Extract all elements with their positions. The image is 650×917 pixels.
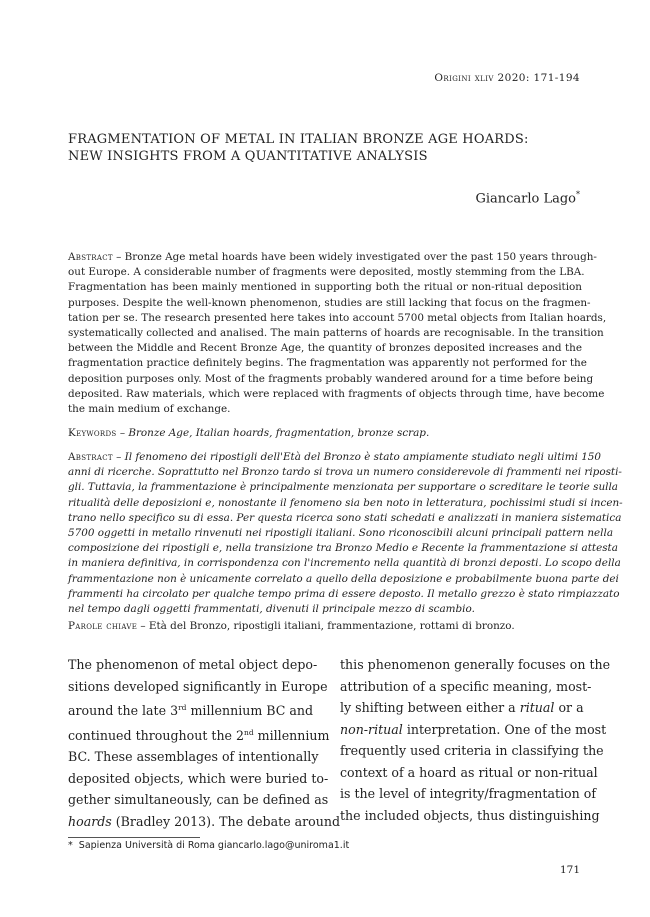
parole-chiave-text: – Età del Bronzo, ripostigli italiani, frammentazione, rottami di bronzo. bbox=[137, 620, 515, 632]
abstract-line: Abstract – Bronze Age metal hoards have been widely investigated over the past 150 years through- bbox=[68, 251, 597, 263]
abstract-line: the main medium of exchange. bbox=[68, 403, 231, 416]
footnote-text: Sapienza Università di Roma giancarlo.lago@uniroma1.it bbox=[78, 840, 350, 851]
body-line: sitions developed significantly in Europe bbox=[68, 678, 328, 694]
author-mark: * bbox=[576, 190, 580, 199]
parole-chiave bbox=[68, 619, 582, 634]
footnote bbox=[68, 840, 349, 851]
body-line: around the late 3rd millennium BC and bbox=[68, 703, 314, 719]
footnote-mark: * bbox=[68, 840, 73, 851]
abstract-line: 5700 oggetti in metallo rinvenuti nei ripostigli italiani. Sono riconoscibili alcuni principali pattern nella bbox=[68, 527, 614, 540]
abstract-line: in maniera definitiva, in corrispondenza con l'incremento nella quantità di bronzi deposti. Lo scopo della bbox=[68, 557, 621, 570]
body-line: attribution of a specific meaning, most- bbox=[340, 678, 592, 694]
keywords bbox=[68, 426, 582, 441]
article-title bbox=[68, 131, 588, 165]
abstract-line: purposes. Despite the well-known phenomenon, studies are still lacking that focus on the fragmen- bbox=[68, 296, 591, 309]
body-line: context of a hoard as ritual or non-ritual bbox=[340, 764, 598, 780]
abstract-english bbox=[68, 250, 607, 417]
abstract-line: tation per se. The research presented here takes into account 5700 metal objects from Italian hoards, bbox=[68, 311, 607, 324]
abstract-line: Fragmentation has been mainly mentioned in supporting both the ritual or non-ritual deposition bbox=[68, 281, 582, 294]
body-line: hoards (Bradley 2013). The debate around bbox=[68, 813, 341, 829]
body-line: ly shifting between either a ritual or a bbox=[340, 700, 584, 715]
abstract-label: Abstract bbox=[68, 251, 113, 263]
abstract-line: frammenti ha circolato per qualche tempo prima di essere deposto. Il metallo grezzo è stato rimpiazzato bbox=[68, 587, 620, 600]
abstract-line: fragmentation practice definitely begins. The fragmentation was apparently not performed for the bbox=[68, 357, 587, 370]
abstract-line: systematically collected and analised. The main patterns of hoards are recognisable. In the transition bbox=[68, 327, 604, 340]
body-line: is the level of integrity/fragmentation of bbox=[340, 786, 596, 801]
abstract-line: gli. Tuttavia, la frammentazione è principalmente menzionata per supportare o screditare le teorie sulla bbox=[68, 481, 618, 494]
page-number: 171 bbox=[559, 864, 580, 876]
abstract-label: Abstract bbox=[68, 451, 113, 463]
author bbox=[475, 190, 580, 206]
parole-chiave-label: Parole chiave bbox=[68, 620, 138, 632]
abstract-line: nel tempo dagli oggetti frammentati, divenuti il principale mezzo di scambio. bbox=[68, 603, 475, 616]
body-line: The phenomenon of metal object depo- bbox=[68, 657, 318, 672]
abstract-line: frammentazione non è unicamente correlato a quello della deposizione e probabilmente buona parte dei bbox=[68, 572, 619, 585]
title-line: NEW INSIGHTS FROM A QUANTITATIVE ANALYSIS bbox=[68, 149, 428, 164]
body-column-left bbox=[68, 654, 341, 832]
keywords-text: – Bronze Age, Italian hoards, fragmentation, bronze scrap. bbox=[116, 427, 430, 439]
body-line: non-ritual interpretation. One of the most bbox=[340, 721, 607, 737]
abstract-italian bbox=[68, 450, 623, 617]
abstract-line: between the Middle and Recent Bronze Age, the quantity of bronzes deposited increases and the bbox=[68, 342, 582, 355]
running-head: Origini xliv 2020: 171-194 bbox=[434, 72, 580, 84]
abstract-line: composizione dei ripostigli e, nella transizione tra Bronzo Medio e Recente la frammentazione si attesta bbox=[68, 542, 618, 555]
body-line: frequently used criteria in classifying the bbox=[340, 743, 604, 758]
footnote-divider bbox=[68, 837, 200, 838]
abstract-line: deposited. Raw materials, which were replaced with fragments of objects through time, have become bbox=[68, 387, 605, 400]
abstract-line: trano nello specifico su di essa. Per questa ricerca sono stati schedati e analizzati in maniera sistematica bbox=[68, 511, 622, 524]
body-line: gether simultaneously, can be defined as bbox=[68, 792, 329, 808]
abstract-line: Abstract – Il fenomeno dei ripostigli dell'Età del Bronzo è stato ampiamente studiato negli ultimi 150 bbox=[68, 451, 602, 463]
abstract-line: ritualità delle deposizioni e, nonostante il fenomeno sia ben noto in letteratura, pochissimi studi si incen- bbox=[68, 496, 623, 509]
body-line: deposited objects, which were buried to- bbox=[68, 770, 329, 786]
body-line: continued throughout the 2nd millennium bbox=[68, 727, 330, 743]
abstract-line: anni di ricerche. Soprattutto nel Bronzo tardo si trova un numero considerevole di frammenti nei riposti- bbox=[68, 466, 622, 479]
body-line: this phenomenon generally focuses on the bbox=[340, 657, 611, 672]
author-name: Giancarlo Lago bbox=[475, 191, 576, 207]
abstract-line: out Europe. A considerable number of fragments were deposited, mostly stemming from the LBA. bbox=[68, 266, 585, 279]
abstract-line: deposition purposes only. Most of the fragments probably wandered around for a time before being bbox=[68, 372, 594, 385]
title-line: FRAGMENTATION OF METAL IN ITALIAN BRONZE AGE HOARDS: bbox=[68, 132, 529, 147]
body-column-right bbox=[340, 654, 611, 826]
body-line: the included objects, thus distinguishing bbox=[340, 807, 600, 823]
keywords-label: Keywords bbox=[68, 427, 117, 439]
body-line: BC. These assemblages of intentionally bbox=[68, 749, 319, 765]
